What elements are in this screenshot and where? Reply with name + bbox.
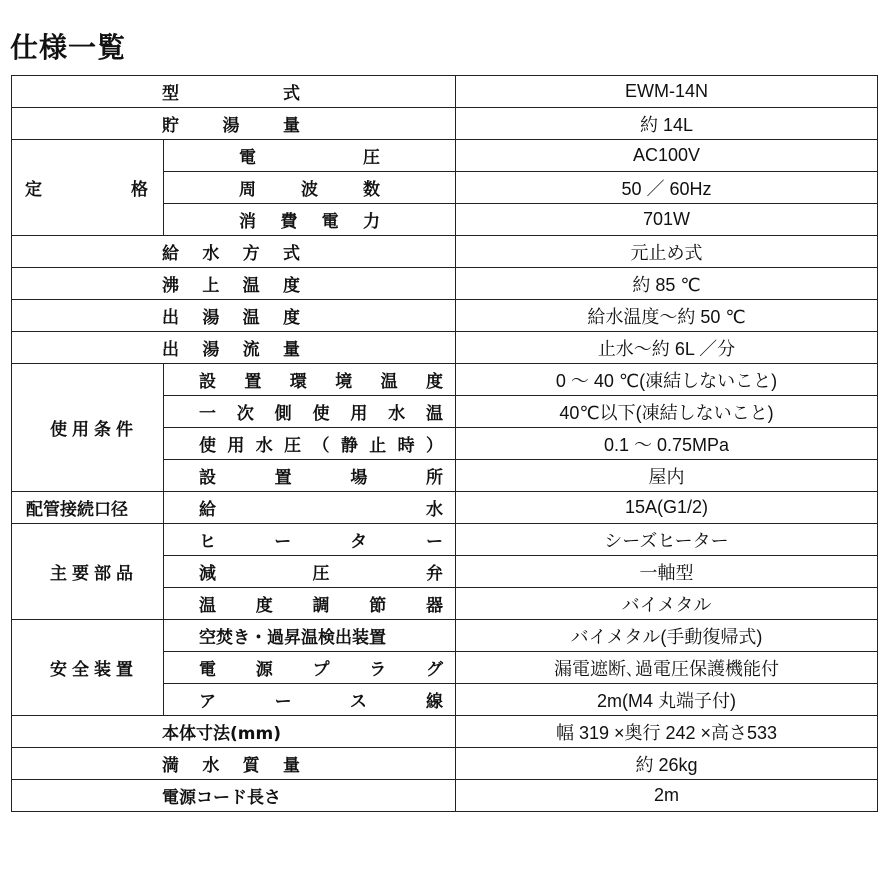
value-cord: 2m [456, 780, 878, 812]
label-dry-heat: 空焚き・過昇温検出装置 [164, 620, 456, 652]
value-outlet-temp: 給水温度～約 50 ℃ [456, 300, 878, 332]
label-boil-temp: 沸上温度 [12, 268, 456, 300]
value-storage: 約 14L [456, 108, 878, 140]
table-row [12, 268, 878, 300]
table-row [12, 620, 878, 652]
label-pressure: 使用水圧（静止時） [164, 428, 456, 460]
table-row [12, 780, 878, 812]
label-location: 設置場所 [164, 460, 456, 492]
value-heater: シーズヒーター [456, 524, 878, 556]
label-storage: 貯湯量 [12, 108, 456, 140]
label-heater: ヒーター [164, 524, 456, 556]
label-dimensions: 本体寸法(mm) [12, 716, 456, 748]
value-frequency: 50 ／ 60Hz [456, 172, 878, 204]
table-row [12, 300, 878, 332]
value-dimensions: 幅 319 ×奥行 242 ×高さ533 [456, 716, 878, 748]
group-usage: 使用条件 [12, 364, 164, 492]
label-cord: 電源コード長さ [12, 780, 456, 812]
value-full-weight: 約 26kg [456, 748, 878, 780]
label-full-weight: 満水質量 [12, 748, 456, 780]
label-ground: アース線 [164, 684, 456, 716]
value-voltage: AC100V [456, 140, 878, 172]
label-supply-method: 給水方式 [12, 236, 456, 268]
value-ground: 2m(M4 丸端子付) [456, 684, 878, 716]
label-model: 型式 [12, 76, 456, 108]
value-boil-temp: 約 85 ℃ [456, 268, 878, 300]
table-row [12, 748, 878, 780]
table-row [12, 108, 878, 140]
label-thermo: 温度調節器 [164, 588, 456, 620]
table-row [12, 332, 878, 364]
value-thermo: バイメタル [456, 588, 878, 620]
label-outlet-temp: 出湯温度 [12, 300, 456, 332]
value-location: 屋内 [456, 460, 878, 492]
value-reducer: 一軸型 [456, 556, 878, 588]
label-outlet-flow: 出湯流量 [12, 332, 456, 364]
group-pipe: 配管接続口径 [12, 492, 164, 524]
table-row [12, 716, 878, 748]
value-pipe-supply: 15A(G1/2) [456, 492, 878, 524]
label-ambient: 設置環境温度 [164, 364, 456, 396]
table-row [12, 364, 878, 396]
value-ambient: 0 ～ 40 ℃(凍結しないこと) [456, 364, 878, 396]
value-power: 701W [456, 204, 878, 236]
value-primary-water: 40℃以下(凍結しないこと) [456, 396, 878, 428]
value-model: EWM-14N [456, 76, 878, 108]
label-frequency: 周波数 [164, 172, 456, 204]
value-pressure: 0.1 ～ 0.75MPa [456, 428, 878, 460]
value-dry-heat: バイメタル(手動復帰式) [456, 620, 878, 652]
label-voltage: 電圧 [164, 140, 456, 172]
label-pipe-supply: 給水 [164, 492, 456, 524]
page-title: 仕様一覧 [10, 31, 127, 64]
value-outlet-flow: 止水～約 6L ／分 [456, 332, 878, 364]
group-rating: 定格 [12, 140, 164, 236]
table-row [12, 236, 878, 268]
value-plug: 漏電遮断､過電圧保護機能付 [456, 652, 878, 684]
label-reducer: 減圧弁 [164, 556, 456, 588]
group-safety: 安全装置 [12, 620, 164, 716]
table-row [12, 492, 878, 524]
label-power: 消費電力 [164, 204, 456, 236]
table-row [12, 140, 878, 172]
value-supply-method: 元止め式 [456, 236, 878, 268]
label-plug: 電源プラグ [164, 652, 456, 684]
table-row [12, 76, 878, 108]
spec-table [11, 75, 878, 812]
label-primary-water: 一次側使用水温 [164, 396, 456, 428]
group-parts: 主要部品 [12, 524, 164, 620]
table-row [12, 524, 878, 556]
